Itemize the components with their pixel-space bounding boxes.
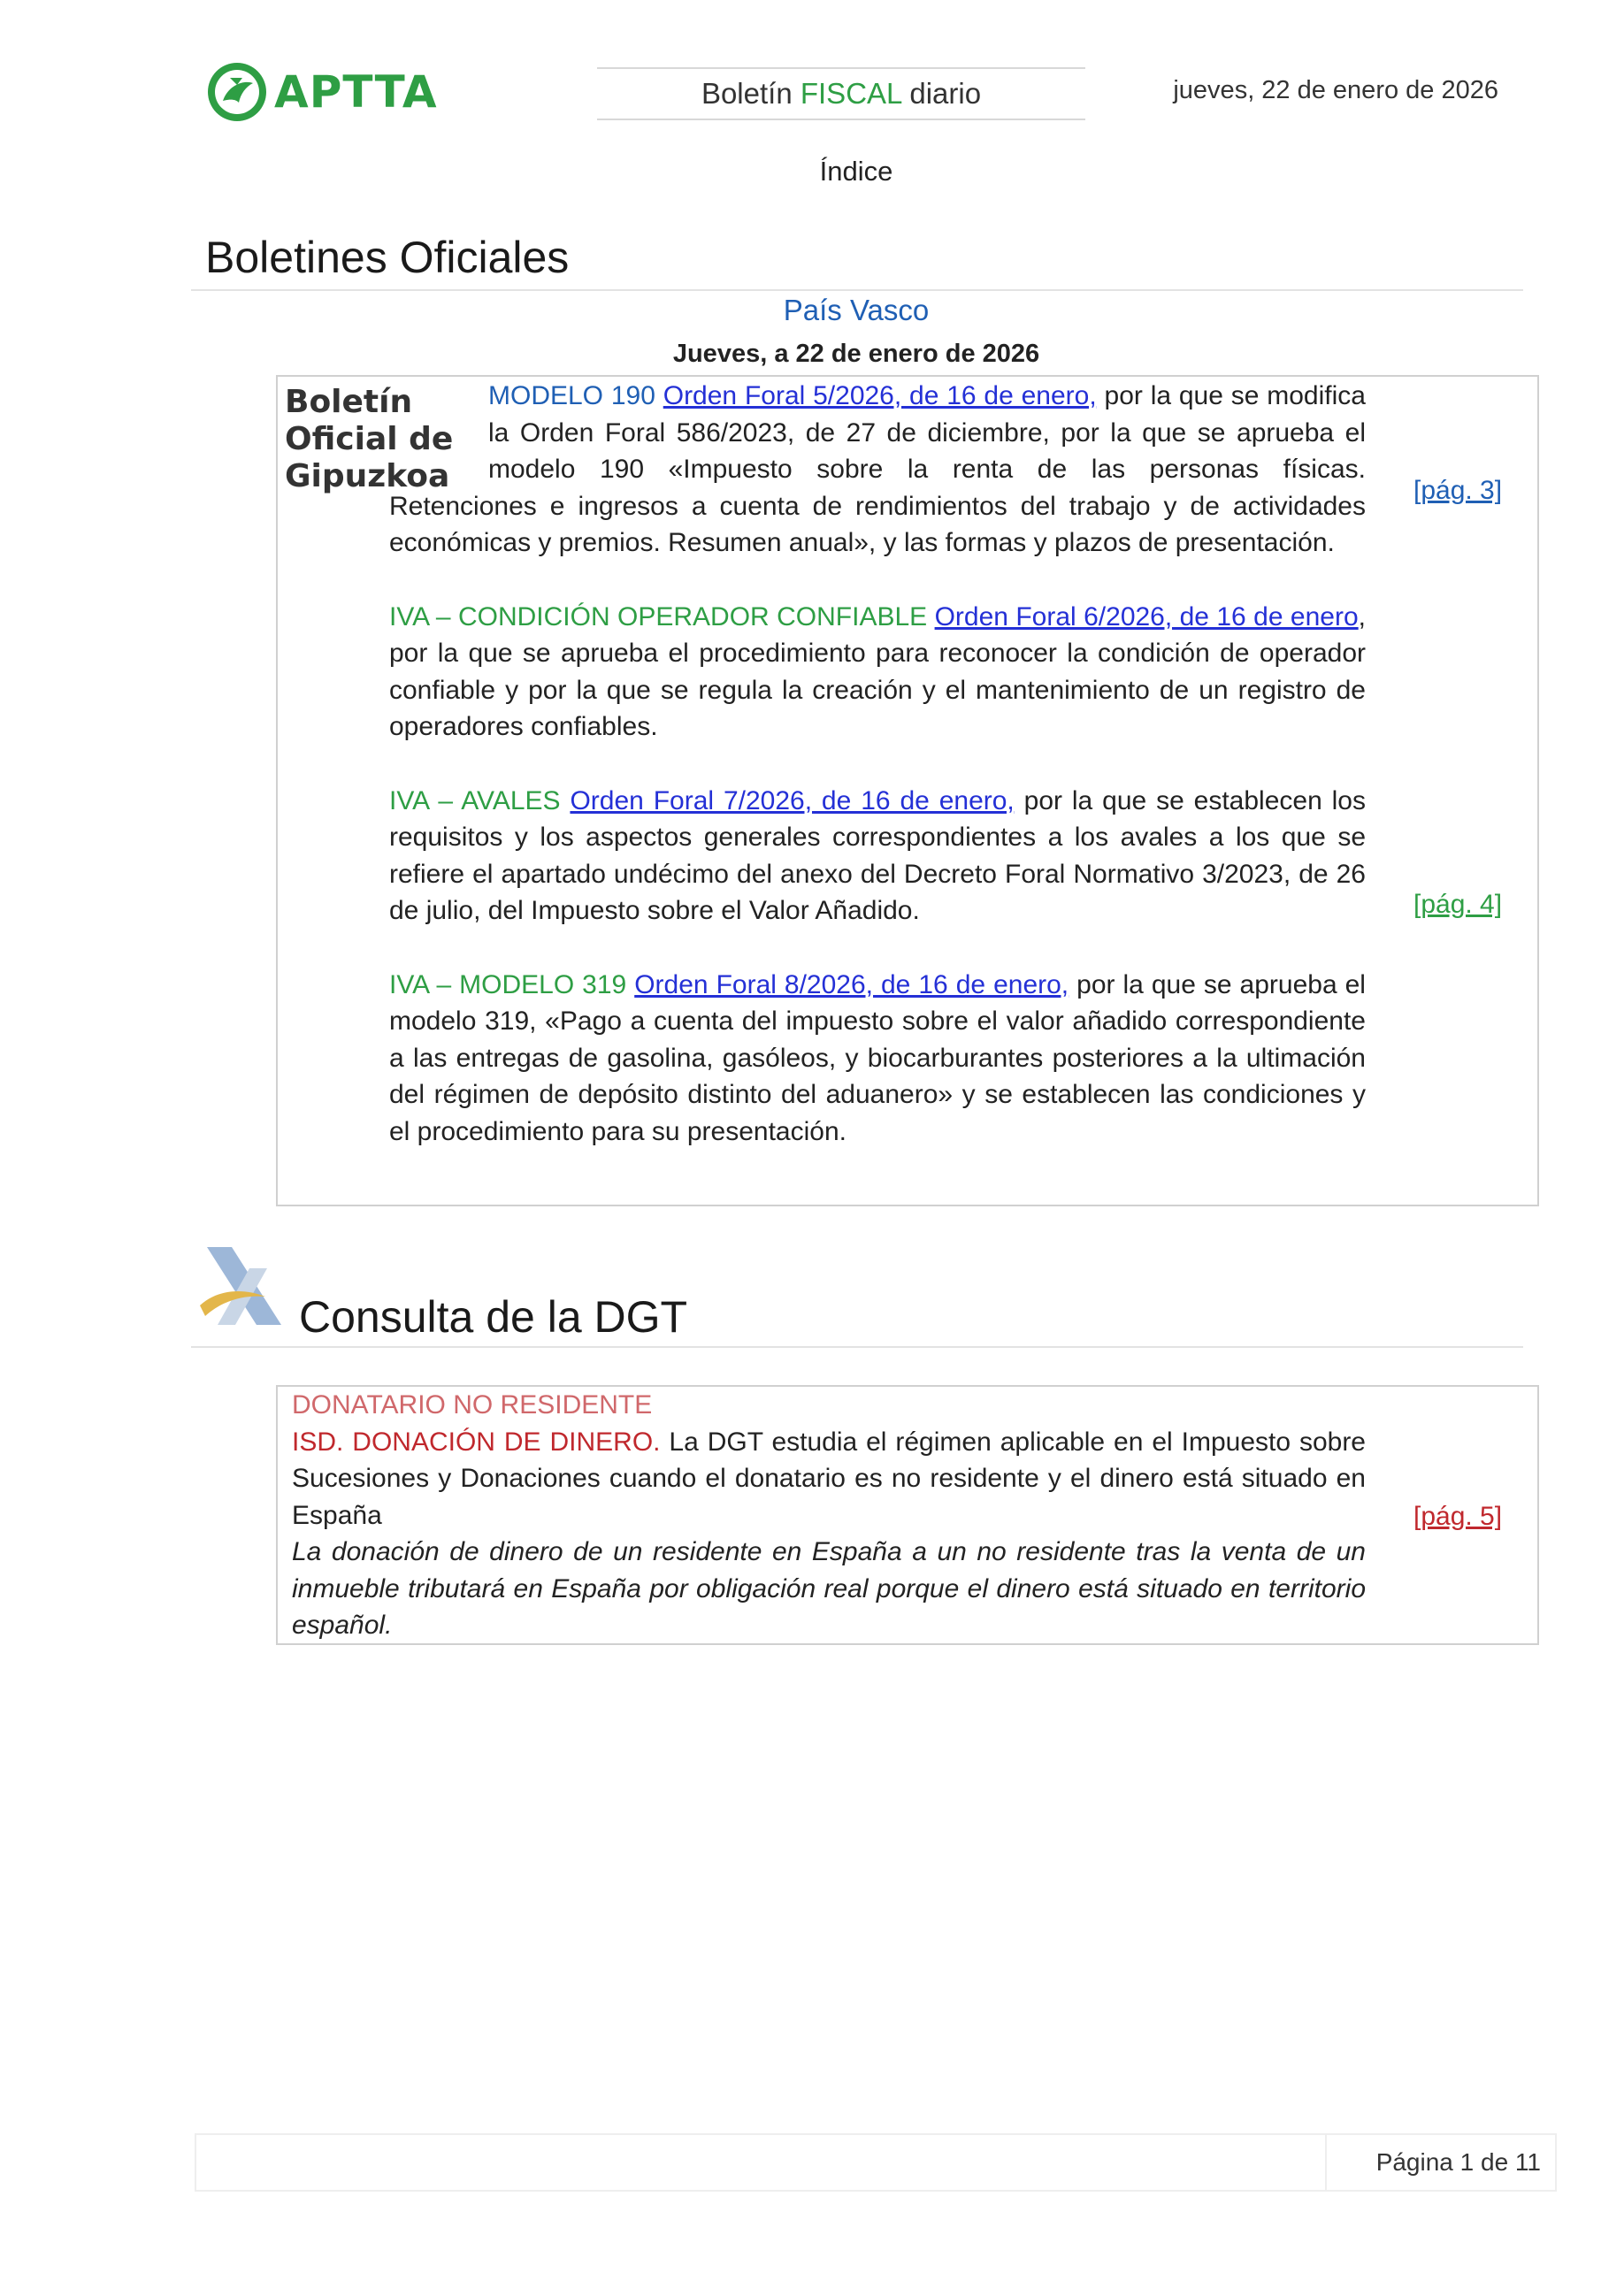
item-text: por la que se establecen los requisitos y los aspectos generales correspondientes a los avales a los que se refiere el apartado undécimo del anexo del Decreto Foral Normativo 3/2023, de 26 de julio, del Impuesto sobre el Valor Añadido. [389, 785, 1366, 925]
section-divider [191, 289, 1523, 291]
page-ref-link[interactable]: [pág. 3] [1413, 476, 1503, 505]
dgt-content [292, 1387, 1366, 1644]
gazette-logo-line: Oficial de [285, 421, 454, 457]
title-suffix: diario [901, 77, 982, 110]
boletines-content [389, 378, 1366, 1150]
agencia-tributaria-icon [196, 1244, 288, 1328]
gazette-logo-line: Gipuzkoa [285, 458, 450, 494]
list-item [389, 599, 1366, 746]
document-title [597, 67, 1085, 120]
region-heading: País Vasco [783, 294, 930, 326]
aptta-logo [205, 58, 453, 126]
page-ref-link[interactable]: [pág. 5] [1413, 1502, 1503, 1531]
index-label: Índice [819, 156, 893, 187]
page-number: Página 1 de 11 [1375, 2148, 1541, 2176]
item-text: por la que se aprueba el modelo 319, «Pago a cuenta del impuesto sobre el valor añadido correspondiente a las entregas de gasolina, gasóleos, y biocarburantes posteriores a la ultimación del régimen de depósito distinto del aduanero» y se establecen las condiciones y el procedimiento para su presentación. [389, 969, 1366, 1146]
item-text: , por la que se aprueba el procedimiento para reconocer la condición de operador confiable y por la que se regula la creación y el mantenimiento de un registro de operadores confiables. [389, 601, 1366, 741]
order-link[interactable]: Orden Foral 7/2026, de 16 de enero, [570, 785, 1015, 815]
item-text: por la que se modifica la Orden Foral 586/2023, de 27 de diciembre, por la que se aprueba el modelo 190 «Impuesto sobre la renta de las personas físicas. Retenciones e ingresos a cuenta de rendimientos del trabajo y de actividades económicas y premios. Resumen anual», y las formas y plazos de presentación. [389, 381, 1366, 557]
list-item [389, 967, 1366, 1151]
item-tag: ISD. DONACIÓN DE DINERO. [292, 1427, 661, 1457]
dgt-item [292, 1424, 1366, 1534]
title-prefix: Boletín [701, 77, 801, 110]
logo-spacer [389, 378, 488, 484]
section-divider [191, 1346, 1523, 1348]
dgt-kicker: DONATARIO NO RESIDENTE [292, 1390, 653, 1420]
list-item [389, 378, 1366, 562]
list-item [389, 783, 1366, 930]
logo-text: APTTA [274, 66, 438, 118]
page-footer [195, 2133, 1557, 2192]
item-text: La DGT estudia el régimen aplicable en el Impuesto sobre Sucesiones y Donaciones cuando el donatario es no residente y el dinero está situado en España [292, 1427, 1366, 1530]
item-tag: IVA – AVALES [389, 785, 561, 815]
gazette-logo-line: Boletín [285, 384, 413, 420]
section-title-dgt: Consulta de la DGT [299, 1292, 688, 1342]
gazette-date: Jueves, a 22 de enero de 2026 [672, 340, 1040, 368]
header-date: jueves, 22 de enero de 2026 [1173, 76, 1498, 104]
section-title-boletines: Boletines Oficiales [205, 233, 570, 282]
item-tag: MODELO 190 [488, 381, 655, 410]
item-tag: IVA – CONDICIÓN OPERADOR CONFIABLE [389, 601, 928, 631]
page-ref-link[interactable]: [pág. 4] [1413, 890, 1503, 919]
order-link[interactable]: Orden Foral 5/2026, de 16 de enero, [663, 381, 1097, 410]
dgt-summary: La donación de dinero de un residente en España a un no residente tras la venta de un inmueble tributará en España por obligación real porque el dinero está situado en territorio español. [292, 1537, 1366, 1640]
title-accent: FISCAL [800, 77, 902, 110]
footer-divider [1325, 2135, 1327, 2190]
order-link[interactable]: Orden Foral 6/2026, de 16 de enero [934, 601, 1359, 631]
order-link[interactable]: Orden Foral 8/2026, de 16 de enero, [634, 969, 1069, 999]
item-tag: IVA – MODELO 319 [389, 969, 627, 999]
aptta-emblem-icon [205, 60, 269, 124]
